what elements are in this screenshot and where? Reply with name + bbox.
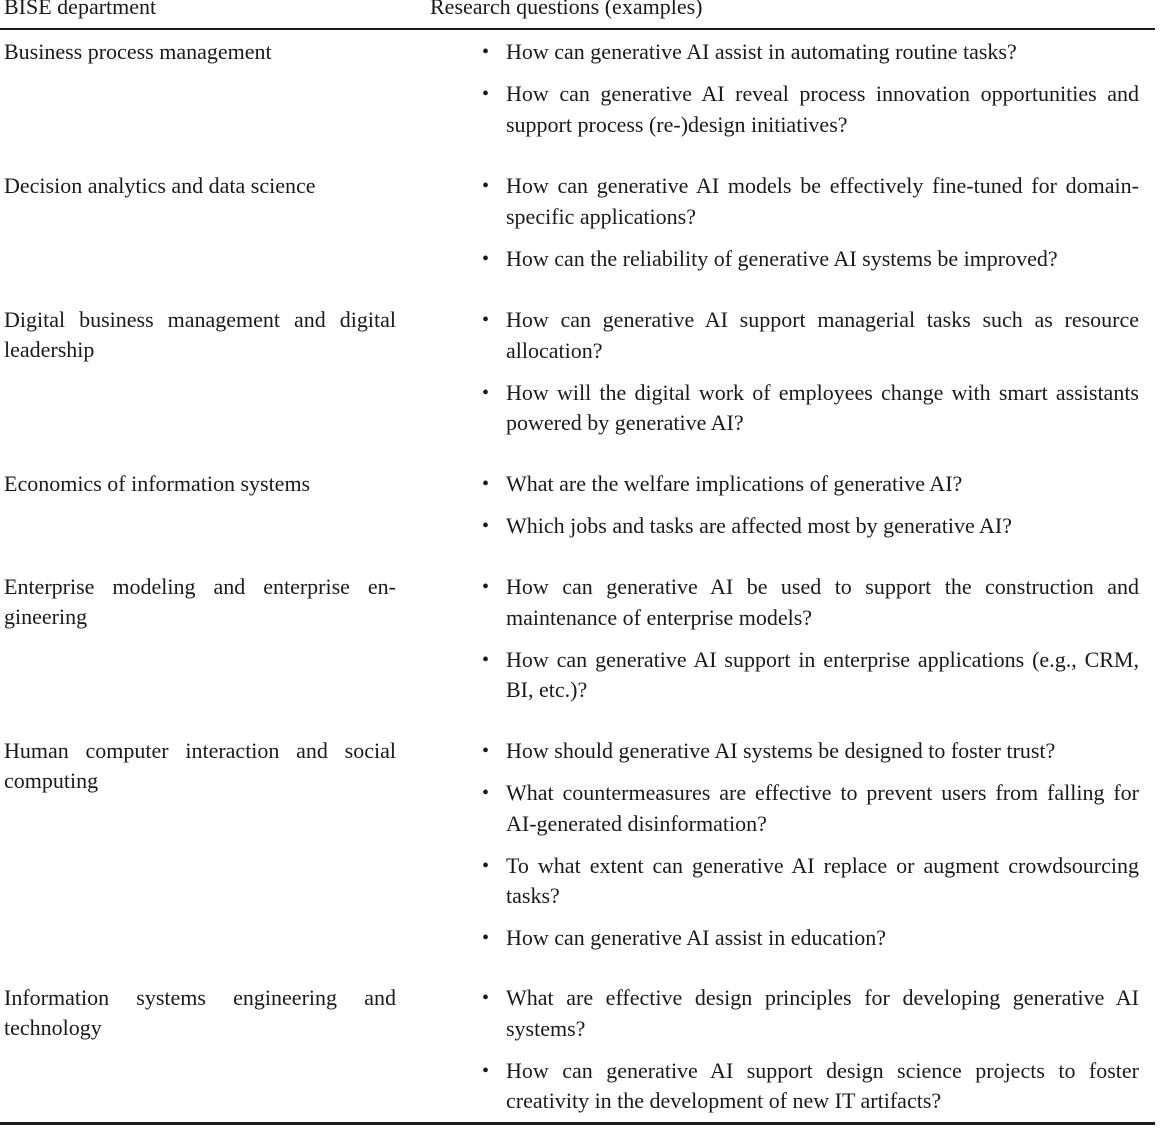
question-text: How should generative AI systems be designed to foster trust? [506,738,1056,763]
question-text: How can generative AI models be effectively fine-tuned for domain-specific applications? [506,173,1139,229]
list-item [480,736,1139,767]
department-cell: Business process management [4,39,272,64]
department-cell: Human computer interaction and social computing [4,738,396,793]
question-text: What are the welfare implications of generative AI? [506,471,963,496]
bullet-icon: • [482,576,490,598]
question-text: What countermeasures are effective to prevent users from falling for AI-generated disinformation? [506,780,1139,836]
question-list [480,983,1139,1128]
list-item [480,923,1139,954]
list-item [480,511,1139,542]
question-text: How can generative AI support managerial tasks such as resource allocation? [506,307,1139,363]
bullet-icon: • [482,987,490,1009]
list-item [480,469,1139,500]
header-rule [0,28,1155,30]
header-research-questions: Research questions (examples) [430,0,703,19]
list-item [480,37,1139,68]
question-text: How can the reliability of generative AI systems be improved? [506,245,1058,271]
department-cell: Decision analytics and data science [4,173,316,198]
list-item [480,378,1139,439]
question-text: How can generative AI assist in education? [506,925,886,950]
question-text: How will the digital work of employees change with smart assistants powered by generative AI? [506,379,1139,435]
question-list [480,469,1139,553]
question-list [480,305,1139,450]
bullet-icon: • [482,854,490,877]
bullet-icon: • [482,1059,490,1082]
bullet-icon: • [482,381,490,404]
department-cell: Information systems engineering and technology [4,985,396,1040]
list-item [480,1056,1139,1117]
bullet-icon: • [482,175,490,197]
department-cell: Enterprise modeling and enterprise engineering [4,574,396,629]
question-list [480,736,1139,965]
question-text: How can generative AI be used to support the construction and maintenance of enterprise models? [506,574,1139,630]
question-list [480,572,1139,717]
department-cell: Economics of information systems [4,471,311,496]
bullet-icon: • [482,247,490,270]
list-item [480,305,1139,366]
header-department: BISE department [4,0,157,19]
question-text: How can generative AI assist in automating routine tasks? [506,39,1017,64]
list-item [480,851,1139,912]
question-text: What are effective design principles for developing generative AI systems? [506,985,1139,1041]
department-cell: Digital business management and digital leadership [4,307,396,362]
question-list [480,171,1139,286]
bullet-icon: • [482,41,490,63]
list-item [480,983,1139,1044]
list-item [480,171,1139,232]
table-header [0,0,1155,29]
question-text: How can generative AI support in enterprise applications (e.g., CRM, BI, etc.)? [506,646,1139,702]
bullet-icon: • [482,515,490,537]
list-item [480,778,1139,839]
list-item [480,244,1139,275]
bullet-icon: • [482,648,490,671]
bullet-icon: • [482,740,490,762]
bullet-icon: • [482,473,490,495]
question-text: To what extent can generative AI replace or augment crowdsourcing tasks? [506,852,1139,908]
list-item [480,572,1139,633]
bottom-rule [0,1122,1155,1125]
question-text: Which jobs and tasks are affected most by generative AI? [506,513,1013,538]
list-item [480,645,1139,706]
bullet-icon: • [482,309,490,331]
bullet-icon: • [482,927,490,949]
list-item [480,79,1139,140]
bullet-icon: • [482,782,490,804]
question-text: How can generative AI reveal process innovation opportunities and support process (re-)design initiatives? [506,81,1139,137]
bullet-icon: • [482,83,490,105]
question-text: How can generative AI support design science projects to foster creativity in the development of new IT artifacts? [506,1057,1139,1113]
question-list [480,37,1139,152]
